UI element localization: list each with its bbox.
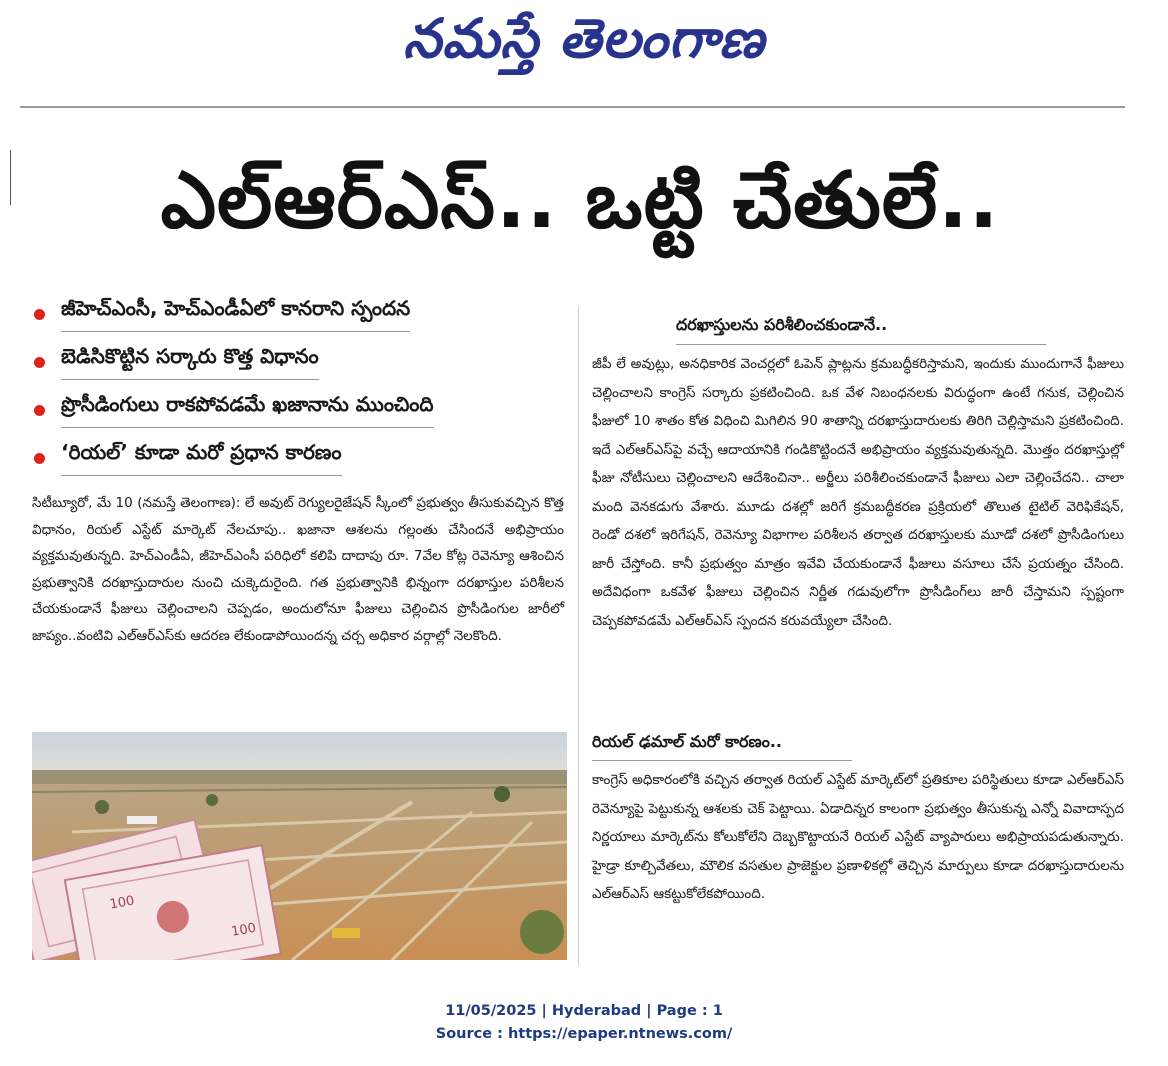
bullet-dot-icon [34,309,45,320]
masthead-divider [20,106,1125,108]
section-body: కాంగ్రెస్‌ అధికారంలోకి వచ్చిన తర్వాత రియల్‌ ఎస్టేట్‌ మార్కెట్‌లో ప్రతికూల పరిస్థితులు కూడా ఎల్‌ఆర్‌ఎస్‌ రెవెన్యూపై పెట్టుకున్న ఆశలకు చెక్‌ పెట్టాయి. ఏడాదిన్నర కాలంగా ప్రభుత్వం తీసుకున్న ఎన్నో వివాదాస్పద నిర్ణయాలు మార్కెట్‌ను కోలుకోలేని దెబ్బకొట్టాయనే రియల్‌ ఎస్టేట్‌ వ్యాపారులు అభిప్రాయపడుతున్నారు. హైడ్రా కూల్చివేతలు, మౌలిక వసతుల ప్రాజెక్టుల ప్రణాళికల్లో తెచ్చిన మార్పులు కూడా దరఖాస్తుదారులను ఎల్‌ఆర్‌ఎస్‌ ఆకట్టుకోలేకపోయింది. [592,772,1124,902]
masthead-logo [0,0,1168,90]
highlight-item [30,440,570,476]
highlight-text: ప్రొసీడింగులు రాకపోవడమే ఖజానాను ముంచింది [61,392,434,428]
section-heading-underline [676,344,1046,345]
bullet-dot-icon [34,453,45,464]
footer-edition-line: 11/05/2025 | Hyderabad | Page : 1 [445,1003,723,1019]
section-heading: దరఖాస్తులను పరిశీలించకుండానే.. [676,315,888,334]
article-photo [32,732,567,960]
stamp-value-label: 100 [230,920,258,940]
highlight-text: జీహెచ్‌ఎంసీ, హెచ్‌ఎండీఏలో కానరాని స్పందన [61,296,410,332]
section-body: జీపీ లే అవుట్లు, అనధికారిక వెంచర్లలో ఓపెన్‌ ప్లాట్లను క్రమబద్ధీకరిస్తామని, ఇందుకు ముందుగానే ఫీజులు చెల్లించాలని కాంగ్రెస్‌ సర్కారు ప్రకటించింది. ఒక వేళ నిబంధనలకు విరుద్ధంగా ఉంటే గనుక, చెల్లించిన ఫీజులో 10 శాతం కోత విధించి మిగిలిన 90 శాతాన్ని దరఖాస్తుదారులకు తిరిగి చెల్లిస్తామని ప్రకటించింది. ఇదే ఎల్‌ఆర్‌ఎస్‌పై వచ్చే ఆదాయానికి గండికొట్టిందనే అభిప్రాయం వ్యక్తమవుతున్నది. మొత్తం దరఖాస్తుల్లో ఫీజు నోటీసులు చెల్లించాలని ఆదేశించినా.. అర్జీలు పరిశీలించకుండానే ఫీజులు ఎలా చెల్లించేదని.. చాలా మంది వెనకడుగు వేశారు. మూడు దశల్లో జరిగే క్రమబద్ధీకరణ ప్రక్రియలో తొలుత టైటిల్‌ వెరిఫికేషన్‌, రెండో దశలో ఇరిగేషన్‌, రెవెన్యూ విభాగాల పరిశీలన తర్వాత దరఖాస్తులకు మూడో దశలో ప్రొసీడింగులు జారీ చేస్తోంది. కానీ ప్రభుత్వం మాత్రం ఇవేవి చేయకుండానే ఫీజులు వసూలు చేసే ప్రయత్నం చేసింది. అదేవిధంగా ఒకవేళ ఫీజులు చెల్లించిన నిర్ణీత గడువులోగా ప్రొసీడింగ్‌లు జారీ చేస్తామని స్పష్టంగా చెప్పకపోవడమే ఎల్‌ఆర్‌ఎస్‌ స్పందన కరువయ్యేలా చేసింది. [592,356,1124,629]
highlight-text: ‘రియల్‌’ కూడా మరో ప్రధాన కారణం [61,440,342,476]
bullet-dot-icon [34,357,45,368]
section-heading: రియల్‌ ఢమాల్‌ మరో కారణం.. [592,732,782,751]
highlight-item [30,296,570,332]
highlight-item [30,344,570,380]
article-headline: ఎల్‌ఆర్‌ఎస్‌.. ఒట్టి చేతులే.. [160,155,1000,246]
footer-source-line: Source : https://epaper.ntnews.com/ [435,1026,733,1042]
bullet-dot-icon [34,405,45,416]
plots-landscape-photo [32,732,567,960]
highlight-item [30,392,570,428]
lead-paragraph: సిటీబ్యూరో, మే 10 (నమస్తే తెలంగాణ): లే అవుట్‌ రెగ్యులరైజేషన్‌ స్కీంలో ప్రభుత్వం తీసుకువచ్చిన కొత్త విధానం, రియల్‌ ఎస్టేట్‌ మార్కెట్‌ నేలచూపు.. ఖజానా ఆశలను గల్లంతు చేసిందనే అభిప్రాయం వ్యక్తమవుతున్నది. హెచ్‌ఎండీఏ, జీహెచ్‌ఎంసీ పరిధిలో కలిపి దాదాపు రూ. 7వేల కోట్ల రెవెన్యూ ఆశించిన ప్రభుత్వానికి దరఖాస్తుదారుల నుంచి చుక్కెదురైంది. గత ప్రభుత్వానికి భిన్నంగా దరఖాస్తుల పరిశీలన చేయకుండానే ఫీజులు చెల్లించాలని చెప్పడం, అందులోనూ ఫీజులు చెల్లించిన ప్రొసీడింగుల జారీలో జాప్యం..వంటివి ఎల్‌ఆర్‌ఎస్‌కు ఆదరణ లేకుండాపోయిందన్న చర్చ అధికార వర్గాల్లో నెలకొంది. [32,495,564,644]
highlight-list [30,296,570,488]
clipping-frame-edge [10,150,11,205]
masthead-title: నమస్తే తెలంగాణ [403,6,765,70]
section-heading-underline [592,760,852,761]
stamp-value-label: 100 [108,893,136,913]
column-divider [578,306,579,966]
page-footer [0,1000,1168,1046]
highlight-text: బెడిసికొట్టిన సర్కారు కొత్త విధానం [61,344,319,380]
